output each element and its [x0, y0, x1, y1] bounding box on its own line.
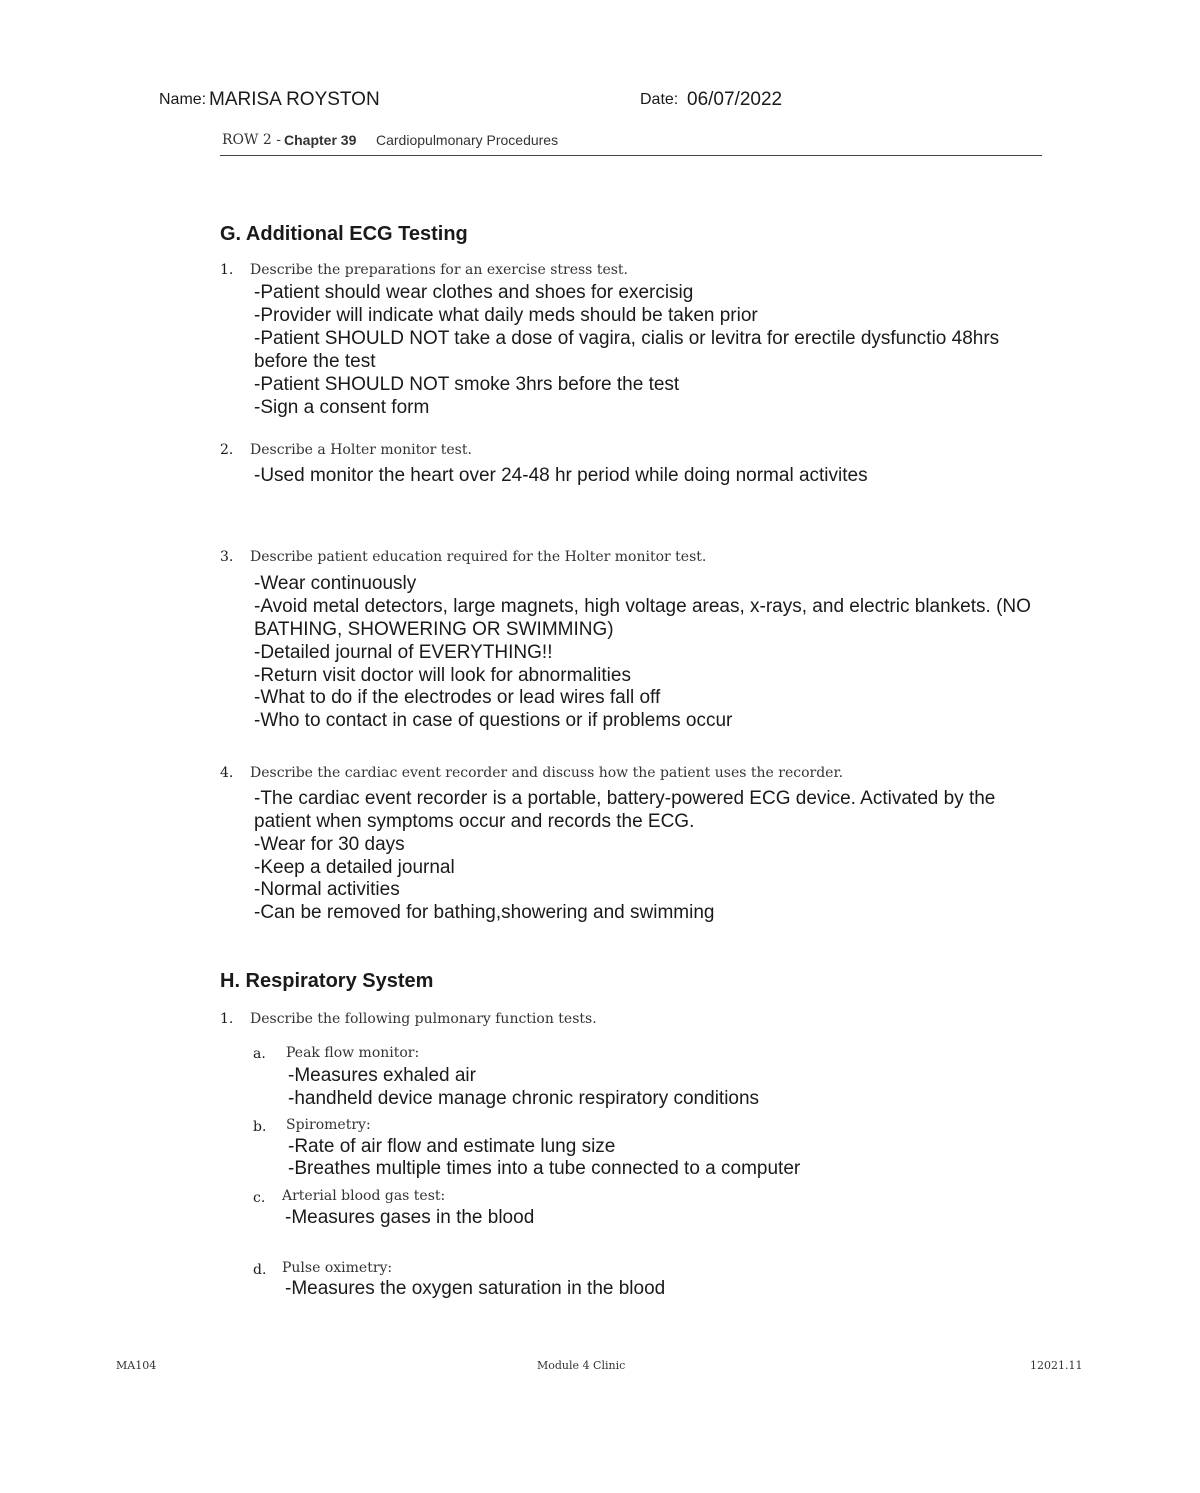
item-d-label: Pulse oximetry:: [282, 1260, 393, 1276]
h-q1-number: 1.: [220, 1011, 234, 1027]
chapter-label: Chapter 39: [284, 132, 357, 148]
q4-answer-line: patient when symptoms occur and records the ECG.: [254, 811, 695, 832]
q4-answer-line: -The cardiac event recorder is a portable, battery-powered ECG device. Activated by the: [254, 788, 996, 809]
item-b-answer-line: -Breathes multiple times into a tube connected to a computer: [288, 1158, 801, 1179]
section-h-title: H. Respiratory System: [220, 970, 434, 992]
name-label: Name:: [159, 91, 207, 108]
q3-answer-line: -Wear continuously: [254, 573, 417, 594]
q1-answer-line: before the test: [254, 351, 376, 372]
chapter-title: Cardiopulmonary Procedures: [376, 132, 559, 148]
q4-answer-line: -Wear for 30 days: [254, 834, 405, 855]
q4-answer-line: -Can be removed for bathing,showering and swimming: [254, 902, 715, 923]
q2-number: 2.: [220, 442, 234, 458]
q1-answer-line: -Patient should wear clothes and shoes for exercisig: [254, 282, 694, 303]
item-c-letter: c.: [253, 1190, 266, 1206]
item-b-answer-line: -Rate of air flow and estimate lung size: [288, 1136, 616, 1157]
item-a-label: Peak flow monitor:: [286, 1045, 420, 1061]
section-g-title: G. Additional ECG Testing: [220, 223, 468, 245]
footer-right: 12021.11: [1030, 1359, 1083, 1372]
item-a-answer-line: -Measures exhaled air: [288, 1065, 476, 1086]
q4-answer-line: -Normal activities: [254, 879, 400, 900]
q4-answer-line: -Keep a detailed journal: [254, 857, 455, 878]
q1-answer-line: -Patient SHOULD NOT take a dose of vagira, cialis or levitra for erectile dysfunctio 48hrs: [254, 328, 1000, 349]
q3-answer-line: -Detailed journal of EVERYTHING!!: [254, 642, 553, 663]
q4-number: 4.: [220, 765, 234, 781]
item-b-label: Spirometry:: [286, 1117, 371, 1133]
item-a-letter: a.: [253, 1046, 266, 1062]
q3-question: Describe patient education required for the Holter monitor test.: [250, 549, 707, 565]
q2-question: Describe a Holter monitor test.: [250, 442, 472, 458]
item-c-label: Arterial blood gas test:: [282, 1188, 446, 1204]
item-b-letter: b.: [253, 1119, 267, 1135]
h-q1-question: Describe the following pulmonary function tests.: [250, 1011, 597, 1027]
item-c-answer-line: -Measures gases in the blood: [285, 1207, 535, 1228]
q3-answer-line: BATHING, SHOWERING OR SWIMMING): [254, 619, 614, 640]
footer-center: Module 4 Clinic: [537, 1359, 626, 1372]
row-label: ROW 2 -: [222, 132, 281, 148]
q3-answer-line: -What to do if the electrodes or lead wires fall off: [254, 687, 661, 708]
q3-answer-line: -Who to contact in case of questions or if problems occur: [254, 710, 733, 731]
header-rule: [220, 155, 1042, 156]
q3-number: 3.: [220, 549, 234, 565]
date-label: Date:: [640, 91, 679, 108]
q1-answer-line: -Sign a consent form: [254, 397, 430, 418]
date-value: 06/07/2022: [687, 89, 783, 110]
item-a-answer-line: -handheld device manage chronic respiratory conditions: [288, 1088, 760, 1109]
q2-answer-line: -Used monitor the heart over 24-48 hr period while doing normal activites: [254, 465, 868, 486]
q1-answer-line: -Patient SHOULD NOT smoke 3hrs before the test: [254, 374, 680, 395]
q3-answer-line: -Return visit doctor will look for abnormalities: [254, 665, 631, 686]
q1-question: Describe the preparations for an exercise stress test.: [250, 262, 628, 278]
q4-question: Describe the cardiac event recorder and discuss how the patient uses the recorder.: [250, 765, 844, 781]
footer-left: MA104: [116, 1359, 157, 1372]
q1-answer-line: -Provider will indicate what daily meds should be taken prior: [254, 305, 758, 326]
q3-answer-line: -Avoid metal detectors, large magnets, high voltage areas, x-rays, and electric blankets. (NO: [254, 596, 1031, 617]
item-d-letter: d.: [253, 1262, 267, 1278]
q1-number: 1.: [220, 262, 234, 278]
name-value: MARISA ROYSTON: [209, 89, 380, 110]
item-d-answer-line: -Measures the oxygen saturation in the blood: [285, 1278, 666, 1299]
